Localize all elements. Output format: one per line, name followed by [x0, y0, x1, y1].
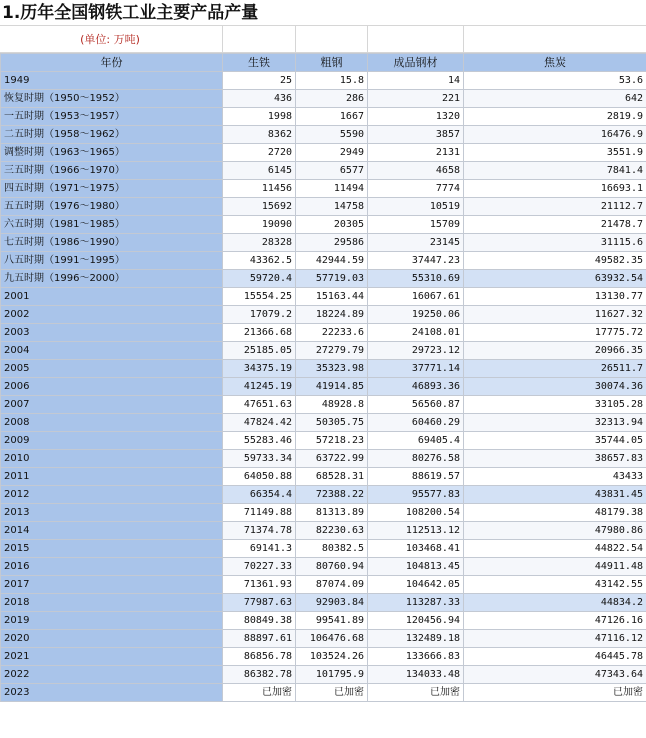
header-row — [1, 54, 646, 72]
unit-row — [0, 26, 646, 53]
cell-coke[interactable]: 44834.2 — [464, 594, 646, 612]
cell-crude-steel[interactable]: 50305.75 — [296, 414, 368, 432]
cell-pig-iron[interactable]: 2720 — [223, 144, 296, 162]
gridline — [222, 26, 223, 53]
cell-crude-steel[interactable]: 48928.8 — [296, 396, 368, 414]
cell-crude-steel[interactable]: 42944.59 — [296, 252, 368, 270]
cell-finished-steel[interactable]: 4658 — [368, 162, 464, 180]
cell-crude-steel[interactable]: 80382.5 — [296, 540, 368, 558]
unit-label: (单位: 万吨) — [80, 33, 140, 46]
table-row — [1, 558, 646, 576]
cell-pig-iron[interactable]: 15554.25 — [223, 288, 296, 306]
cell-year[interactable]: 三五时期（1966～1970） — [1, 162, 223, 180]
cell-year[interactable]: 八五时期（1991～1995） — [1, 252, 223, 270]
cell-coke[interactable]: 38657.83 — [464, 450, 646, 468]
table-row — [1, 396, 646, 414]
cell-year[interactable]: 二五时期（1958～1962） — [1, 126, 223, 144]
cell-finished-steel[interactable]: 133666.83 — [368, 648, 464, 666]
cell-pig-iron[interactable]: 28328 — [223, 234, 296, 252]
header-coke[interactable]: 焦炭 — [464, 54, 646, 72]
cell-pig-iron[interactable]: 66354.4 — [223, 486, 296, 504]
cell-crude-steel[interactable]: 41914.85 — [296, 378, 368, 396]
cell-crude-steel[interactable]: 87074.09 — [296, 576, 368, 594]
cell-pig-iron[interactable]: 71374.78 — [223, 522, 296, 540]
header-finished-steel[interactable]: 成品钢材 — [368, 54, 464, 72]
cell-crude-steel[interactable]: 35323.98 — [296, 360, 368, 378]
cell-year[interactable]: 2007 — [1, 396, 223, 414]
cell-finished-steel[interactable]: 60460.29 — [368, 414, 464, 432]
cell-year[interactable]: 2008 — [1, 414, 223, 432]
cell-finished-steel[interactable]: 已加密 — [368, 684, 464, 702]
cell-year[interactable]: 2012 — [1, 486, 223, 504]
cell-pig-iron[interactable]: 11456 — [223, 180, 296, 198]
table-row — [1, 432, 646, 450]
cell-finished-steel[interactable]: 1320 — [368, 108, 464, 126]
cell-pig-iron[interactable]: 8362 — [223, 126, 296, 144]
cell-pig-iron[interactable]: 19090 — [223, 216, 296, 234]
cell-year[interactable]: 调整时期（1963～1965） — [1, 144, 223, 162]
cell-pig-iron[interactable]: 86382.78 — [223, 666, 296, 684]
cell-year[interactable]: 2019 — [1, 612, 223, 630]
cell-year[interactable]: 2022 — [1, 666, 223, 684]
cell-finished-steel[interactable]: 14 — [368, 72, 464, 90]
cell-pig-iron[interactable]: 15692 — [223, 198, 296, 216]
cell-year[interactable]: 2005 — [1, 360, 223, 378]
cell-crude-steel[interactable]: 1667 — [296, 108, 368, 126]
cell-finished-steel[interactable]: 23145 — [368, 234, 464, 252]
cell-year[interactable]: 九五时期（1996～2000） — [1, 270, 223, 288]
cell-year[interactable]: 2017 — [1, 576, 223, 594]
cell-finished-steel[interactable]: 3857 — [368, 126, 464, 144]
cell-pig-iron[interactable]: 47651.63 — [223, 396, 296, 414]
cell-year[interactable]: 2003 — [1, 324, 223, 342]
cell-finished-steel[interactable]: 10519 — [368, 198, 464, 216]
cell-finished-steel[interactable]: 15709 — [368, 216, 464, 234]
cell-pig-iron[interactable]: 86856.78 — [223, 648, 296, 666]
table-row — [1, 576, 646, 594]
cell-coke[interactable]: 44911.48 — [464, 558, 646, 576]
table-row — [1, 90, 646, 108]
cell-coke[interactable]: 642 — [464, 90, 646, 108]
table-row — [1, 594, 646, 612]
cell-coke[interactable]: 47343.64 — [464, 666, 646, 684]
gridline — [367, 26, 368, 53]
cell-coke[interactable]: 已加密 — [464, 684, 646, 702]
table-row — [1, 108, 646, 126]
table-row — [1, 468, 646, 486]
cell-finished-steel[interactable]: 134033.48 — [368, 666, 464, 684]
table-row — [1, 630, 646, 648]
cell-coke[interactable]: 53.6 — [464, 72, 646, 90]
cell-finished-steel[interactable]: 104813.45 — [368, 558, 464, 576]
cell-crude-steel[interactable]: 68528.31 — [296, 468, 368, 486]
cell-year[interactable]: 四五时期（1971～1975） — [1, 180, 223, 198]
cell-finished-steel[interactable]: 113287.33 — [368, 594, 464, 612]
cell-pig-iron[interactable]: 64050.88 — [223, 468, 296, 486]
cell-coke[interactable]: 20966.35 — [464, 342, 646, 360]
cell-finished-steel[interactable]: 7774 — [368, 180, 464, 198]
cell-crude-steel[interactable]: 18224.89 — [296, 306, 368, 324]
cell-finished-steel[interactable]: 56560.87 — [368, 396, 464, 414]
table-row — [1, 180, 646, 198]
cell-year[interactable]: 七五时期（1986～1990） — [1, 234, 223, 252]
table-row — [1, 522, 646, 540]
table-row — [1, 234, 646, 252]
gridline — [463, 26, 464, 53]
cell-finished-steel[interactable]: 112513.12 — [368, 522, 464, 540]
header-year[interactable]: 年份 — [1, 54, 223, 72]
table-row — [1, 360, 646, 378]
table-row — [1, 72, 646, 90]
cell-coke[interactable]: 2819.9 — [464, 108, 646, 126]
cell-finished-steel[interactable]: 88619.57 — [368, 468, 464, 486]
cell-finished-steel[interactable]: 80276.58 — [368, 450, 464, 468]
cell-finished-steel[interactable]: 95577.83 — [368, 486, 464, 504]
cell-pig-iron[interactable]: 43362.5 — [223, 252, 296, 270]
table-row — [1, 342, 646, 360]
cell-year[interactable]: 2001 — [1, 288, 223, 306]
cell-crude-steel[interactable]: 14758 — [296, 198, 368, 216]
cell-coke[interactable]: 13130.77 — [464, 288, 646, 306]
cell-year[interactable]: 2018 — [1, 594, 223, 612]
table-row — [1, 648, 646, 666]
cell-year[interactable]: 2021 — [1, 648, 223, 666]
table-row — [1, 684, 646, 702]
cell-pig-iron[interactable]: 59720.4 — [223, 270, 296, 288]
cell-finished-steel[interactable]: 46893.36 — [368, 378, 464, 396]
table-row — [1, 666, 646, 684]
cell-year[interactable]: 2010 — [1, 450, 223, 468]
cell-finished-steel[interactable]: 221 — [368, 90, 464, 108]
cell-coke[interactable]: 63932.54 — [464, 270, 646, 288]
cell-coke[interactable]: 47116.12 — [464, 630, 646, 648]
cell-crude-steel[interactable]: 22233.6 — [296, 324, 368, 342]
cell-crude-steel[interactable]: 20305 — [296, 216, 368, 234]
cell-coke[interactable]: 30074.36 — [464, 378, 646, 396]
cell-crude-steel[interactable]: 106476.68 — [296, 630, 368, 648]
cell-finished-steel[interactable]: 120456.94 — [368, 612, 464, 630]
cell-year[interactable]: 2011 — [1, 468, 223, 486]
cell-coke[interactable]: 43831.45 — [464, 486, 646, 504]
cell-coke[interactable]: 35744.05 — [464, 432, 646, 450]
cell-coke[interactable]: 47126.16 — [464, 612, 646, 630]
cell-pig-iron[interactable]: 1998 — [223, 108, 296, 126]
table-row — [1, 504, 646, 522]
cell-crude-steel[interactable]: 82230.63 — [296, 522, 368, 540]
gridline — [295, 26, 296, 53]
cell-crude-steel[interactable]: 57218.23 — [296, 432, 368, 450]
sheet-title: 1.历年全国钢铁工业主要产品产量 — [0, 0, 646, 26]
cell-crude-steel[interactable]: 11494 — [296, 180, 368, 198]
header-crude-steel[interactable]: 粗钢 — [296, 54, 368, 72]
cell-coke[interactable]: 47980.86 — [464, 522, 646, 540]
cell-pig-iron[interactable]: 21366.68 — [223, 324, 296, 342]
cell-pig-iron[interactable]: 55283.46 — [223, 432, 296, 450]
table-row — [1, 144, 646, 162]
cell-crude-steel[interactable]: 92903.84 — [296, 594, 368, 612]
cell-year[interactable]: 一五时期（1953～1957） — [1, 108, 223, 126]
table-row — [1, 486, 646, 504]
cell-coke[interactable]: 21478.7 — [464, 216, 646, 234]
cell-crude-steel[interactable]: 15163.44 — [296, 288, 368, 306]
cell-coke[interactable]: 11627.32 — [464, 306, 646, 324]
cell-finished-steel[interactable]: 132489.18 — [368, 630, 464, 648]
cell-finished-steel[interactable]: 19250.06 — [368, 306, 464, 324]
cell-finished-steel[interactable]: 29723.12 — [368, 342, 464, 360]
cell-finished-steel[interactable]: 55310.69 — [368, 270, 464, 288]
cell-pig-iron[interactable]: 47824.42 — [223, 414, 296, 432]
cell-year[interactable]: 2023 — [1, 684, 223, 702]
cell-crude-steel[interactable]: 15.8 — [296, 72, 368, 90]
cell-year[interactable]: 五五时期（1976～1980） — [1, 198, 223, 216]
cell-crude-steel[interactable]: 2949 — [296, 144, 368, 162]
production-table — [0, 53, 646, 702]
cell-pig-iron[interactable]: 34375.19 — [223, 360, 296, 378]
cell-finished-steel[interactable]: 37771.14 — [368, 360, 464, 378]
cell-year[interactable]: 恢复时期（1950～1952） — [1, 90, 223, 108]
cell-crude-steel[interactable]: 29586 — [296, 234, 368, 252]
cell-pig-iron[interactable]: 41245.19 — [223, 378, 296, 396]
cell-finished-steel[interactable]: 108200.54 — [368, 504, 464, 522]
cell-pig-iron[interactable]: 71149.88 — [223, 504, 296, 522]
cell-crude-steel[interactable]: 81313.89 — [296, 504, 368, 522]
cell-coke[interactable]: 21112.7 — [464, 198, 646, 216]
cell-finished-steel[interactable]: 2131 — [368, 144, 464, 162]
cell-finished-steel[interactable]: 24108.01 — [368, 324, 464, 342]
cell-coke[interactable]: 16693.1 — [464, 180, 646, 198]
cell-year[interactable]: 2009 — [1, 432, 223, 450]
cell-pig-iron[interactable]: 80849.38 — [223, 612, 296, 630]
cell-crude-steel[interactable]: 80760.94 — [296, 558, 368, 576]
cell-crude-steel[interactable]: 103524.26 — [296, 648, 368, 666]
cell-year[interactable]: 2013 — [1, 504, 223, 522]
cell-pig-iron[interactable]: 70227.33 — [223, 558, 296, 576]
table-row — [1, 540, 646, 558]
table-row — [1, 378, 646, 396]
cell-year[interactable]: 2020 — [1, 630, 223, 648]
table-row — [1, 162, 646, 180]
cell-crude-steel[interactable]: 99541.89 — [296, 612, 368, 630]
cell-year[interactable]: 2015 — [1, 540, 223, 558]
cell-crude-steel[interactable]: 286 — [296, 90, 368, 108]
cell-year[interactable]: 2004 — [1, 342, 223, 360]
cell-year[interactable]: 六五时期（1981～1985） — [1, 216, 223, 234]
cell-coke[interactable]: 49582.35 — [464, 252, 646, 270]
cell-crude-steel[interactable]: 5590 — [296, 126, 368, 144]
cell-crude-steel[interactable]: 72388.22 — [296, 486, 368, 504]
cell-year[interactable]: 2016 — [1, 558, 223, 576]
cell-year[interactable]: 2002 — [1, 306, 223, 324]
table-row — [1, 612, 646, 630]
cell-pig-iron[interactable]: 25185.05 — [223, 342, 296, 360]
cell-coke[interactable]: 44822.54 — [464, 540, 646, 558]
cell-coke[interactable]: 48179.38 — [464, 504, 646, 522]
table-row — [1, 414, 646, 432]
cell-pig-iron[interactable]: 71361.93 — [223, 576, 296, 594]
cell-finished-steel[interactable]: 103468.41 — [368, 540, 464, 558]
cell-year[interactable]: 2006 — [1, 378, 223, 396]
cell-coke[interactable]: 43142.55 — [464, 576, 646, 594]
cell-crude-steel[interactable]: 101795.9 — [296, 666, 368, 684]
cell-pig-iron[interactable]: 6145 — [223, 162, 296, 180]
cell-crude-steel[interactable]: 6577 — [296, 162, 368, 180]
cell-finished-steel[interactable]: 37447.23 — [368, 252, 464, 270]
table-row — [1, 198, 646, 216]
cell-coke[interactable]: 17775.72 — [464, 324, 646, 342]
cell-coke[interactable]: 7841.4 — [464, 162, 646, 180]
table-row — [1, 252, 646, 270]
cell-coke[interactable]: 32313.94 — [464, 414, 646, 432]
cell-coke[interactable]: 26511.7 — [464, 360, 646, 378]
cell-finished-steel[interactable]: 16067.61 — [368, 288, 464, 306]
cell-coke[interactable]: 43433 — [464, 468, 646, 486]
cell-coke[interactable]: 33105.28 — [464, 396, 646, 414]
cell-crude-steel[interactable]: 63722.99 — [296, 450, 368, 468]
table-row — [1, 270, 646, 288]
table-row — [1, 288, 646, 306]
cell-crude-steel[interactable]: 已加密 — [296, 684, 368, 702]
cell-finished-steel[interactable]: 104642.05 — [368, 576, 464, 594]
table-row — [1, 324, 646, 342]
cell-pig-iron[interactable]: 59733.34 — [223, 450, 296, 468]
cell-coke[interactable]: 3551.9 — [464, 144, 646, 162]
cell-coke[interactable]: 31115.6 — [464, 234, 646, 252]
cell-pig-iron[interactable]: 77987.63 — [223, 594, 296, 612]
cell-pig-iron[interactable]: 436 — [223, 90, 296, 108]
cell-coke[interactable]: 46445.78 — [464, 648, 646, 666]
cell-crude-steel[interactable]: 27279.79 — [296, 342, 368, 360]
table-row — [1, 216, 646, 234]
table-row — [1, 450, 646, 468]
cell-pig-iron[interactable]: 69141.3 — [223, 540, 296, 558]
cell-pig-iron[interactable]: 25 — [223, 72, 296, 90]
cell-coke[interactable]: 16476.9 — [464, 126, 646, 144]
cell-finished-steel[interactable]: 69405.4 — [368, 432, 464, 450]
cell-year[interactable]: 2014 — [1, 522, 223, 540]
table-row — [1, 126, 646, 144]
cell-pig-iron[interactable]: 88897.61 — [223, 630, 296, 648]
header-pig-iron[interactable]: 生铁 — [223, 54, 296, 72]
table-row — [1, 306, 646, 324]
cell-year[interactable]: 1949 — [1, 72, 223, 90]
cell-pig-iron[interactable]: 17079.2 — [223, 306, 296, 324]
cell-pig-iron[interactable]: 已加密 — [223, 684, 296, 702]
cell-crude-steel[interactable]: 57719.03 — [296, 270, 368, 288]
